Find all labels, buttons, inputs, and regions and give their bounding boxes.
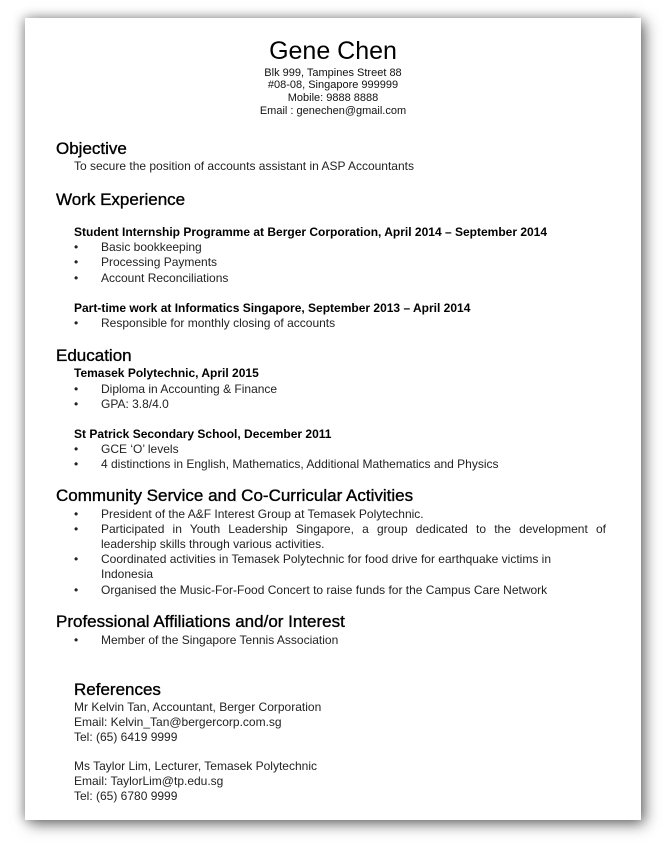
bullet-icon: •: [74, 583, 79, 597]
bullet-icon: •: [74, 522, 79, 536]
list-item-text: GCE ‘O’ levels: [101, 442, 179, 456]
objective-text: To secure the position of accounts assistant in ASP Accountants: [74, 159, 414, 173]
reference-email: Email: Kelvin_Tan@bergercorp.com.sg: [74, 715, 282, 729]
job-heading: Student Internship Programme at Berger Corporation, April 2014 – September 2014: [74, 225, 548, 239]
list-item-text: Basic bookkeeping: [101, 240, 202, 254]
bullet-icon: •: [74, 382, 79, 396]
community-heading: Community Service and Co-Curricular Activities: [56, 486, 414, 505]
email-address: Email : genechen@gmail.com: [259, 105, 407, 117]
bullet-icon: •: [74, 271, 79, 285]
list-item-text: Coordinated activities in Temasek Polytechnic for food drive for earthquake victims in Indonesia: [101, 552, 551, 581]
list-item-text: Participated in Youth Leadership Singapore, a group dedicated to the development of leadership skills through various activities.: [101, 522, 606, 551]
resume-page: [25, 18, 641, 820]
bullet-icon: •: [74, 255, 79, 269]
work-experience-heading: Work Experience: [56, 190, 186, 209]
mobile-number: Mobile: 9888 8888: [287, 92, 379, 104]
school-heading: Temasek Polytechnic, April 2015: [74, 366, 259, 380]
list-item-text: 4 distinctions in English, Mathematics, Additional Mathematics and Physics: [101, 457, 499, 471]
list-item-text: Diploma in Accounting & Finance: [101, 382, 278, 396]
objective-heading: Objective: [56, 139, 127, 158]
education-heading: Education: [56, 346, 132, 365]
list-item-text: Responsible for monthly closing of accounts: [101, 316, 336, 330]
bullet-icon: •: [74, 316, 79, 330]
reference-email: Email: TaylorLim@tp.edu.sg: [74, 774, 224, 788]
list-item-text: President of the A&F Interest Group at Temasek Polytechnic.: [101, 507, 424, 521]
bullet-icon: •: [74, 507, 79, 521]
bullet-icon: •: [74, 552, 79, 566]
list-item-text: GPA: 3.8/4.0: [101, 397, 169, 411]
list-item-text: Account Reconciliations: [101, 271, 229, 285]
school-heading: St Patrick Secondary School, December 2011: [74, 427, 332, 441]
reference-tel: Tel: (65) 6780 9999: [74, 789, 178, 803]
affiliations-heading: Professional Affiliations and/or Interest: [56, 612, 345, 631]
bullet-icon: •: [74, 442, 79, 456]
bullet-icon: •: [74, 397, 79, 411]
list-item-text: Member of the Singapore Tennis Association: [101, 633, 339, 647]
reference-name: Ms Taylor Lim, Lecturer, Temasek Polytechnic: [74, 759, 317, 773]
bullet-icon: •: [74, 240, 79, 254]
reference-name: Mr Kelvin Tan, Accountant, Berger Corporation: [74, 700, 322, 714]
list-item-text: Organised the Music-For-Food Concert to raise funds for the Campus Care Network: [101, 583, 548, 597]
reference-tel: Tel: (65) 6419 9999: [74, 730, 178, 744]
bullet-icon: •: [74, 457, 79, 471]
list-item-text: Processing Payments: [101, 255, 218, 269]
references-heading: References: [74, 680, 161, 699]
address-line-2: #08-08, Singapore 999999: [267, 79, 399, 91]
candidate-name: Gene Chen: [269, 37, 397, 65]
bullet-icon: •: [74, 633, 79, 647]
job-heading: Part-time work at Informatics Singapore, September 2013 – April 2014: [74, 301, 471, 315]
address-line-1: Blk 999, Tampines Street 88: [264, 67, 402, 79]
